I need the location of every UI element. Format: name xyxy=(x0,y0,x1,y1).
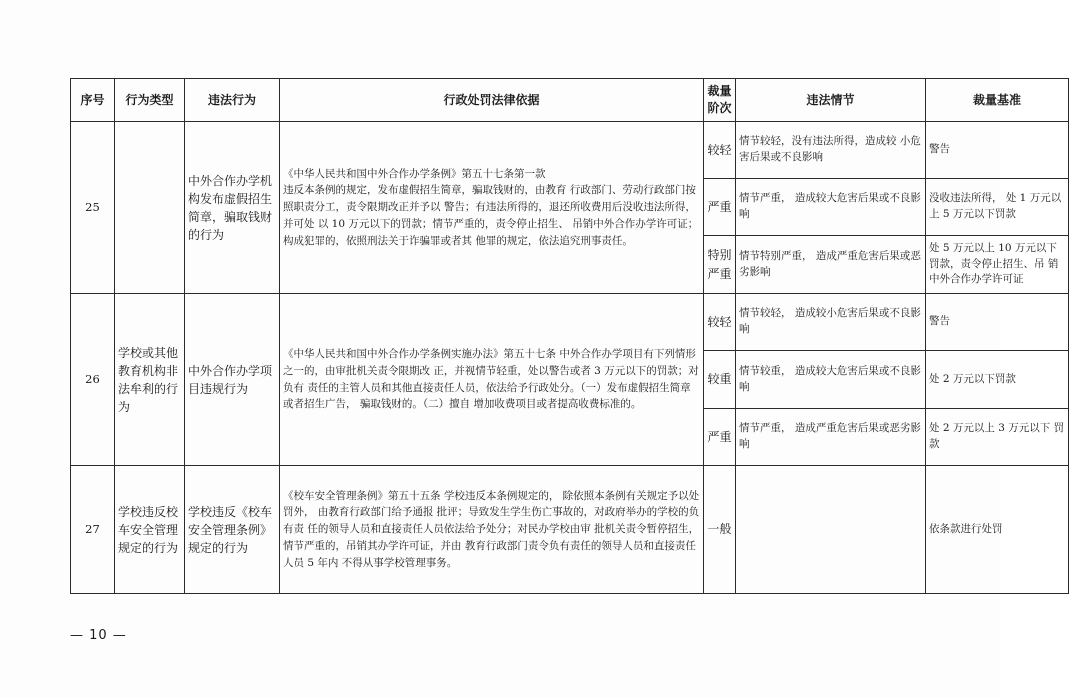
table-row xyxy=(71,122,1069,179)
header-seq: 序号 xyxy=(71,79,115,122)
row-standard: 警告 xyxy=(926,294,1069,351)
row-act: 中外合作办学项目违规行为 xyxy=(185,294,280,466)
row-circumstance xyxy=(736,466,926,594)
row-level: 较轻 xyxy=(704,294,736,351)
row-seq: 25 xyxy=(71,122,115,294)
row-circumstance: 情节特别严重， 造成严重危害后果或恶劣影响 xyxy=(736,236,926,294)
table-row xyxy=(71,466,1069,594)
row-standard: 没收违法所得， 处 1 万元以上 5 万元以下罚款 xyxy=(926,179,1069,236)
penalty-discretion-table xyxy=(70,78,1069,594)
row-level: 严重 xyxy=(704,409,736,466)
row-standard: 警告 xyxy=(926,122,1069,179)
header-row xyxy=(71,79,1069,122)
row-standard: 处 2 万元以下罚款 xyxy=(926,351,1069,409)
row-seq: 26 xyxy=(71,294,115,466)
row-seq: 27 xyxy=(71,466,115,594)
row-circumstance: 情节较轻，没有违法所得，造成较 小危害后果或不良影响 xyxy=(736,122,926,179)
header-type: 行为类型 xyxy=(115,79,185,122)
row-standard: 依条款进行处罚 xyxy=(926,466,1069,594)
row-standard: 处 2 万元以上 3 万元以下 罚款 xyxy=(926,409,1069,466)
row-basis: 《中华人民共和国中外合作办学条例实施办法》第五十七条 中外合作办学项目有下列情形之一的，由审批机关责令限期改 正，并视情节轻重，处以警告或者 3 万元以下的罚款；对负有 责任的主管人员和其他直接责任人员，依法给予行政处分。（一）发布虚假招生简章或者招生广告， 骗取钱财的。（二）擅自 增加收费项目或者提高收费标准的。 xyxy=(280,294,704,466)
row-type: 学校或其他教育机构非法牟利的行为 xyxy=(115,294,185,466)
row-level: 特别严重 xyxy=(704,236,736,294)
row-type-empty xyxy=(115,122,185,294)
row-level: 一般 xyxy=(704,466,736,594)
header-basis: 行政处罚法律依据 xyxy=(280,79,704,122)
row-type: 学校违反校车安全管理规定的行为 xyxy=(115,466,185,594)
row-circumstance: 情节严重， 造成严重危害后果或恶劣影响 xyxy=(736,409,926,466)
header-level: 裁量阶次 xyxy=(704,79,736,122)
row-circumstance: 情节严重， 造成较大危害后果或不良影响 xyxy=(736,179,926,236)
row-standard: 处 5 万元以上 10 万元以下 罚款，责令停止招生、吊 销中外合作办学许可证 xyxy=(926,236,1069,294)
row-level: 较重 xyxy=(704,351,736,409)
row-basis: 《校车安全管理条例》第五十五条 学校违反本条例规定的， 除依照本条例有关规定予以处罚外， 由教育行政部门给予通报 批评；导致发生学生伤亡事故的，对政府举办的学校的负有责 任的领导人员和直接责任人员依法给予处分；对民办学校由审 批机关责令暂停招生，情节严重的，吊销其办学许可证，并由 教育行政部门责令负有责任的领导人员和直接责任人员 5 年内 不得从事学校管理事务。 xyxy=(280,466,704,594)
header-act: 违法行为 xyxy=(185,79,280,122)
row-basis: 《中华人民共和国中外合作办学条例》第五十七条第一款 违反本条例的规定，发布虚假招生简章，骗取钱财的，由教育 行政部门、劳动行政部门按照职责分工，责令限期改正并予以 警告；有违法所得的，退还所收费用后没收违法所得，并可处 以 10 万元以下的罚款；情节严重的，责令停止招生、 吊销中外合作办学许可证；构成犯罪的，依照刑法关于诈骗罪或者其 他罪的规定，依法追究刑事责任。 xyxy=(280,122,704,294)
row-act: 中外合作办学机构发布虚假招生简章，骗取钱财的行为 xyxy=(185,122,280,294)
row-act: 学校违反《校车安全管理条例》规定的行为 xyxy=(185,466,280,594)
header-standard: 裁量基准 xyxy=(926,79,1069,122)
header-circumstance: 违法情节 xyxy=(736,79,926,122)
row-level: 严重 xyxy=(704,179,736,236)
row-level: 较轻 xyxy=(704,122,736,179)
table-row xyxy=(71,294,1069,351)
row-circumstance: 情节较轻， 造成较小危害后果或不良影响 xyxy=(736,294,926,351)
row-circumstance: 情节较重， 造成较大危害后果或不良影响 xyxy=(736,351,926,409)
page-number: — 10 — xyxy=(70,628,127,643)
